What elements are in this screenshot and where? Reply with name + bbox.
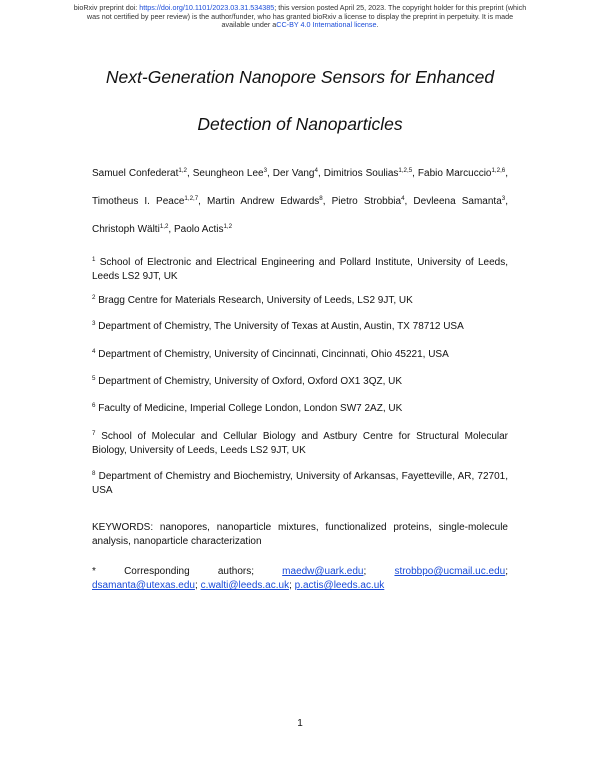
license-prefix: available under a [221,20,277,30]
author-line-3: Christoph Wälti$^{1,2}$, Paolo Actis$^{1,2}$ [92,223,233,235]
affiliation: $^2$ Bragg Centre for Materials Research, University of Leeds, LS2 9JT, UK [92,294,413,306]
email-link[interactable]: dsamanta@utexas.edu [92,580,195,591]
license-suffix: . [376,20,379,30]
email-link[interactable]: strobbpo@ucmail.uc.edu [394,566,506,577]
affiliation: $^5$ Department of Chemistry, University of Oxford, Oxford OX1 3QZ, UK [92,375,403,387]
preprint-line-2: was not certified by peer review) is the author/funder, who has granted bioRxiv a license to display the preprint in perpetuity. It is made [86,11,514,21]
author: Der Vang$^4$ [272,167,318,179]
keywords: KEYWORDS: nanopores, nanoparticle mixtures, functionalized proteins, single-molecule analysis, nanoparticle characterization [92,522,508,547]
affiliation: $^6$ Faculty of Medicine, Imperial College London, London SW7 2AZ, UK [92,402,403,414]
preprint-suffix: ; this version posted April 25, 2023. The copyright holder for this preprint (which [274,3,527,12]
correspondence [92,565,508,593]
author: Paolo Actis$^{1,2}$ [173,223,233,235]
email-link[interactable]: c.walti@leeds.ac.uk [200,580,290,591]
author: Devleena Samanta$^3$ [413,195,506,207]
author: Fabio Marcuccio$^{1,2,6}$ [417,167,506,179]
affiliation: $^4$ Department of Chemistry, University of Cincinnati, Cincinnati, Ohio 45221, USA [92,348,449,360]
correspondence-label: authors; [217,566,254,577]
license-link[interactable]: CC-BY 4.0 International license [276,20,377,30]
author: Martin Andrew Edwards$^8$ [207,195,323,207]
author-line-2: Timotheus I. Peace$^{1,2,7}$, Martin Andrew Edwards$^8$, Pietro Strobbia$^4$, Devleena Samanta$^3$, [92,195,509,207]
author: Dimitrios Soulias$^{1,2,5}$ [323,167,413,179]
paper-title-line-1: Next-Generation Nanopore Sensors for Enhanced [105,67,495,87]
preprint-prefix: bioRxiv preprint doi: [73,3,140,12]
separator: ; [289,580,292,591]
affiliation: $^8$ Department of Chemistry and Biochemistry, University of Arkansas, Fayetteville, AR, 72701, USA [92,470,508,496]
email-link[interactable]: p.actis@leeds.ac.uk [294,580,385,591]
correspondence-line-2 [92,579,508,593]
correspondence-label: Corresponding [124,566,190,577]
author: Christoph Wälti$^{1,2}$ [92,223,169,235]
affiliation: $^7$ School of Molecular and Cellular Biology and Astbury Centre for Structural Molecular Biology, University of Leeds, Leeds LS2 9JT, UK [92,430,509,456]
affiliation: $^3$ Department of Chemistry, The University of Texas at Austin, Austin, TX 78712 USA [92,320,464,332]
separator: ; [195,580,198,591]
author: Timotheus I. Peace$^{1,2,7}$ [92,195,199,207]
correspondence-marker: * [92,566,96,577]
preprint-notice [40,4,560,30]
author: Seungheon Lee$^3$ [192,167,268,179]
preprint-line-3 [40,21,560,30]
correspondence-line-1 [92,565,508,579]
page-number: 1 [297,718,303,729]
author: Samuel Confederat$^{1,2}$ [92,167,187,179]
author: Pietro Strobbia$^4$ [331,195,405,207]
separator: ; [363,566,367,577]
doi-link[interactable]: https://doi.org/10.1101/2023.03.31.534385 [139,3,275,12]
affiliation: $^1$ School of Electronic and Electrical Engineering and Pollard Institute, University of Leeds, Leeds LS2 9JT, UK [92,256,508,282]
author-line-1: Samuel Confederat$^{1,2}$, Seungheon Lee$^3$, Der Vang$^4$, Dimitrios Soulias$^{1,2,5}$, Fabio Marcuccio$^{1,2,6}$, [92,167,509,179]
email-link[interactable]: maedw@uark.edu [282,566,364,577]
separator: ; [505,566,508,577]
paper-title-line-2: Detection of Nanoparticles [197,114,403,134]
